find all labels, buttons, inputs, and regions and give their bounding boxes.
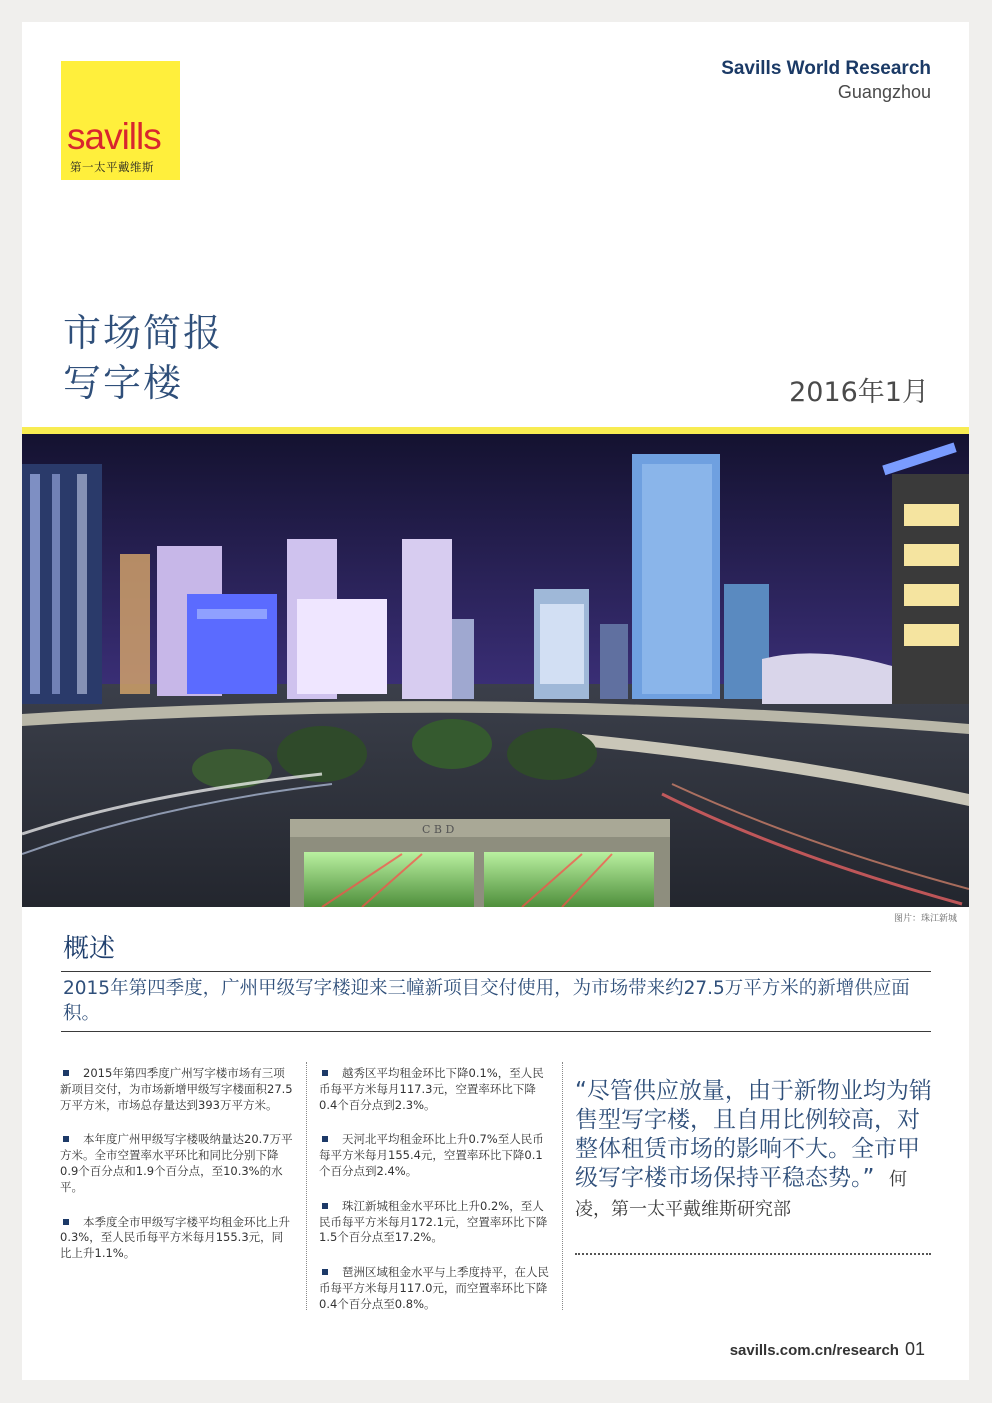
city-name: Guangzhou [837,82,931,102]
bullet-item: 琶洲区域租金水平与上季度持平，在人民币每平方米每月117.0元，而空置率环比下降0.4个百分点至0.8%。 [319,1265,549,1311]
bullet-item: 天河北平均租金环比上升0.7%至人民币每平方米每月155.4元，空置率环比下降0.1个百分点到2.4%。 [319,1132,544,1178]
square-bullet-icon [63,1070,69,1076]
quote-rule [575,1253,931,1255]
logo-chinese-name: 第一太平戴维斯 [70,160,154,174]
title-line-2: 写字楼 [63,361,184,405]
pull-quote [575,1077,935,1224]
bullets-column-2 [319,1066,549,1332]
research-link[interactable]: savills.com.cn/research [729,1342,899,1359]
city-night-illustration [22,434,969,907]
photo-caption: 图片：珠江新城 [893,914,957,924]
report-date: 2016年1月 [789,377,929,408]
bullet-item: 本年度广州甲级写字楼吸纳量达20.7万平方米。全市空置率水平环比和同比分别下降0.9个百分点和1.9个百分点，至10.3%的水平。 [60,1132,293,1194]
logo-wordmark: savills [67,116,161,157]
overview-heading: 概述 [63,934,116,964]
overview-rule-top [61,971,931,972]
bullets-column-1 [60,1066,294,1281]
bullet-item: 珠江新城租金水平环比上升0.2%，至人民币每平方米每月172.1元，空置率环比下降1.5个百分点至17.2%。 [319,1198,548,1245]
quote-attribution: 何凌，第一太平戴维斯研究部 [575,1169,908,1220]
report-page [22,22,969,1380]
org-name: Savills World Research [721,58,931,79]
square-bullet-icon [322,1269,328,1275]
yellow-divider [22,427,969,434]
savills-logo[interactable] [61,61,180,180]
cover-photo [22,434,969,907]
bullet-item: 本季度全市甲级写字楼平均租金环比上升0.3%，至人民币每平方米每月155.3元，同比上升1.1%。 [60,1214,290,1261]
square-bullet-icon [63,1136,69,1142]
overview-rule-bottom [61,1031,931,1032]
column-divider [306,1062,307,1310]
report-title [63,308,223,408]
bullet-item: 越秀区平均租金环比下降0.1%，至人民币每平方米每月117.3元，空置率环比下降0.4个百分点到2.3%。 [319,1066,544,1112]
square-bullet-icon [322,1070,328,1076]
cbd-sign: C B D [422,823,455,836]
page-number: 01 [904,1339,925,1359]
quote-text: “尽管供应放量，由于新物业均为销售型写字楼，且自用比例较高，对整体租赁市场的影响不大。全市甲级写字楼市场保持平稳态势。” [575,1078,932,1191]
title-line-1: 市场简报 [63,311,224,355]
overview-lead: 2015年第四季度，广州甲级写字楼迎来三幢新项目交付使用，为市场带来约27.5万平方米的新增供应面积。 [63,978,910,1024]
column-divider [562,1062,563,1310]
square-bullet-icon [63,1219,69,1225]
square-bullet-icon [322,1136,328,1142]
footer [730,1339,925,1360]
square-bullet-icon [322,1203,328,1209]
bullet-item: 2015年第四季度广州写字楼市场有三项新项目交付，为市场新增甲级写字楼面积27.5万平方米，市场总存量达到393万平方米。 [60,1066,293,1112]
